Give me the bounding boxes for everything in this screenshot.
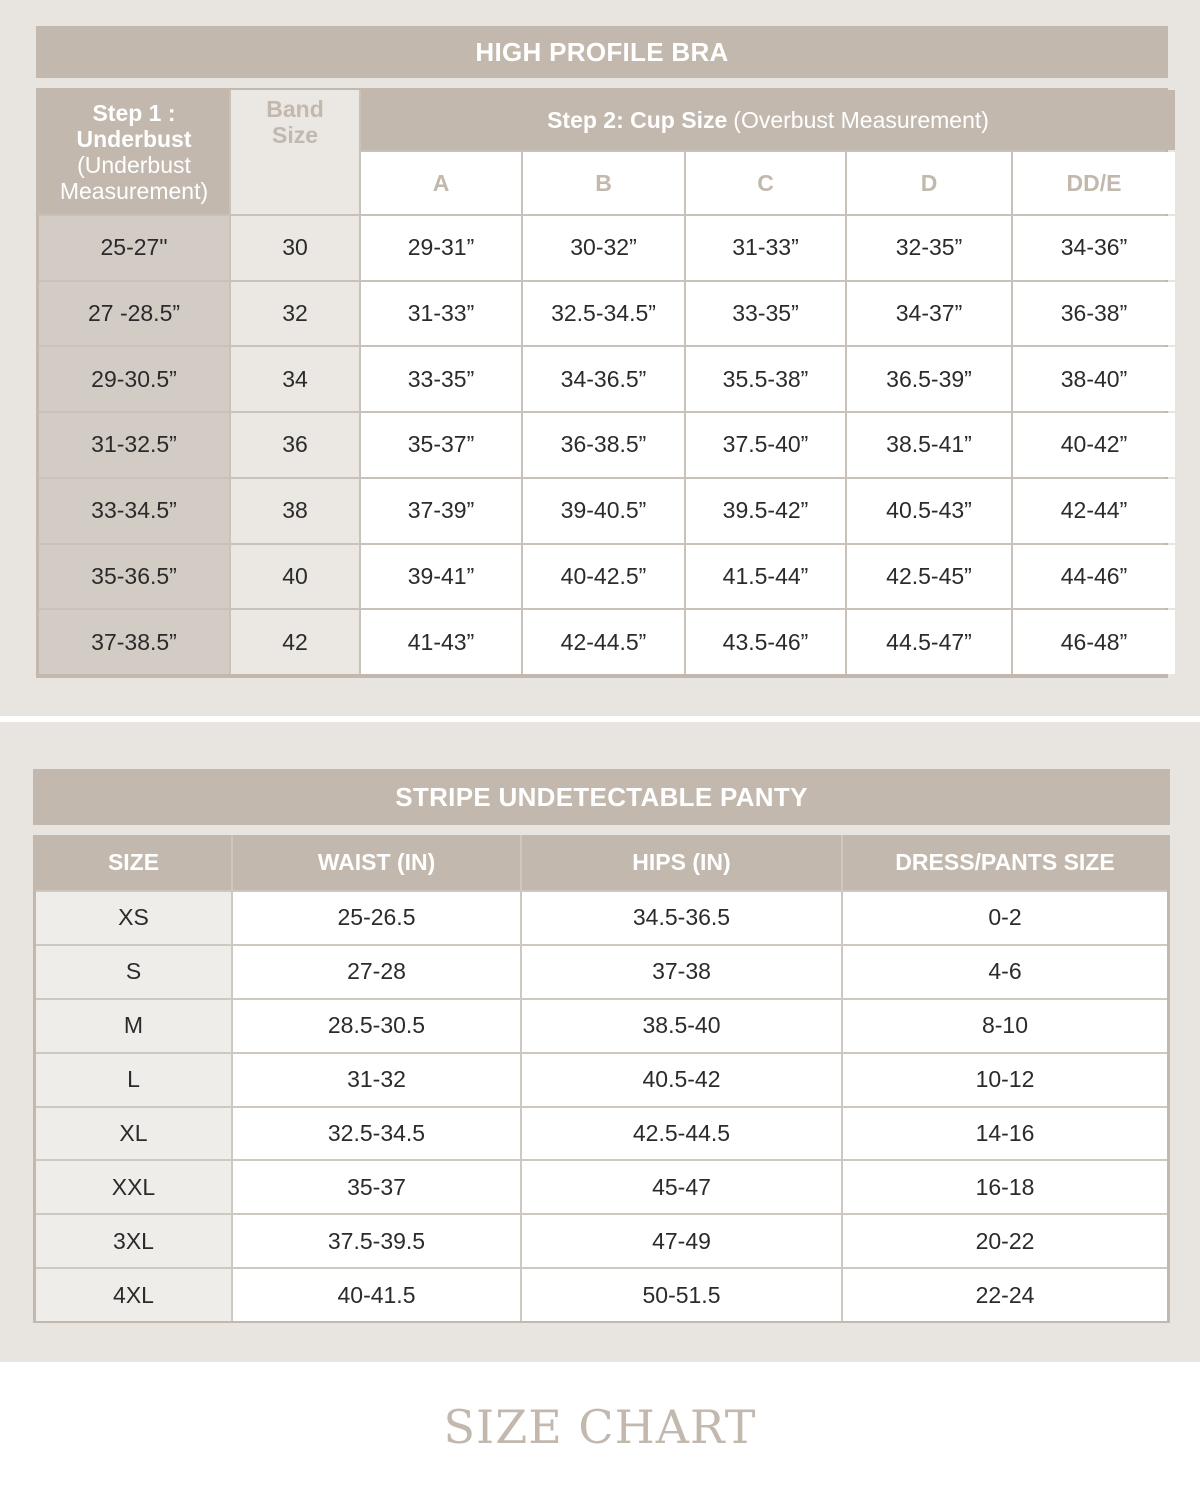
band-cell: 36 <box>231 413 359 477</box>
cup-value-cell: 31-33” <box>686 216 845 280</box>
size-cell: L <box>36 1054 231 1106</box>
cup-value-cell: 34-36.5” <box>523 347 684 411</box>
hips-cell: 50-51.5 <box>522 1269 841 1321</box>
cup-header-dde: DD/E <box>1013 152 1175 214</box>
dress-size-cell: 16-18 <box>843 1161 1167 1213</box>
cup-value-cell: 33-35” <box>686 282 845 346</box>
cup-value-cell: 42-44” <box>1013 479 1175 543</box>
hips-cell: 37-38 <box>522 946 841 998</box>
waist-cell: 37.5-39.5 <box>233 1215 520 1267</box>
band-cell: 40 <box>231 545 359 609</box>
cup-value-cell: 39-40.5” <box>523 479 684 543</box>
step1-header <box>39 90 229 214</box>
waist-cell: 32.5-34.5 <box>233 1108 520 1160</box>
cup-value-cell: 36-38” <box>1013 282 1175 346</box>
size-cell: XS <box>36 892 231 944</box>
band-size-header <box>231 90 359 214</box>
hips-cell: 38.5-40 <box>522 1000 841 1052</box>
size-cell: 3XL <box>36 1215 231 1267</box>
band-cell: 30 <box>231 216 359 280</box>
dress-size-column-header: DRESS/PANTS SIZE <box>843 835 1167 890</box>
step2-sublabel: (Overbust Measurement) <box>733 106 989 133</box>
hips-cell: 40.5-42 <box>522 1054 841 1106</box>
bra-title-gap <box>36 78 1168 88</box>
bra-size-table <box>36 26 1168 678</box>
panty-table-title: STRIPE UNDETECTABLE PANTY <box>395 781 808 812</box>
band-cell: 32 <box>231 282 359 346</box>
cup-value-cell: 41-43” <box>361 610 521 674</box>
waist-cell: 25-26.5 <box>233 892 520 944</box>
step1-underbust-label: Underbust <box>76 126 192 152</box>
cup-value-cell: 36.5-39” <box>847 347 1011 411</box>
cup-value-cell: 37-39” <box>361 479 521 543</box>
panty-title-gap <box>33 825 1170 835</box>
cup-value-cell: 39.5-42” <box>686 479 845 543</box>
cup-value-cell: 44-46” <box>1013 545 1175 609</box>
cup-value-cell: 34-36” <box>1013 216 1175 280</box>
size-cell: S <box>36 946 231 998</box>
dress-size-cell: 0-2 <box>843 892 1167 944</box>
waist-cell: 35-37 <box>233 1161 520 1213</box>
dress-size-cell: 10-12 <box>843 1054 1167 1106</box>
band-cell: 34 <box>231 347 359 411</box>
cup-value-cell: 37.5-40” <box>686 413 845 477</box>
hips-cell: 42.5-44.5 <box>522 1108 841 1160</box>
cup-value-cell: 36-38.5” <box>523 413 684 477</box>
size-chart-title: SIZE CHART <box>443 1400 757 1454</box>
size-cell: M <box>36 1000 231 1052</box>
hips-cell: 34.5-36.5 <box>522 892 841 944</box>
band-label: Band <box>266 96 324 122</box>
size-cell: 4XL <box>36 1269 231 1321</box>
waist-cell: 31-32 <box>233 1054 520 1106</box>
cup-value-cell: 34-37” <box>847 282 1011 346</box>
cup-value-cell: 39-41” <box>361 545 521 609</box>
waist-cell: 28.5-30.5 <box>233 1000 520 1052</box>
cup-value-cell: 38-40” <box>1013 347 1175 411</box>
bra-grid <box>39 90 1165 674</box>
cup-value-cell: 32-35” <box>847 216 1011 280</box>
waist-cell: 40-41.5 <box>233 1269 520 1321</box>
cup-header-a: A <box>361 152 521 214</box>
cup-value-cell: 40-42” <box>1013 413 1175 477</box>
cup-value-cell: 43.5-46” <box>686 610 845 674</box>
cup-value-cell: 29-31” <box>361 216 521 280</box>
cup-value-cell: 35-37” <box>361 413 521 477</box>
band-cell: 38 <box>231 479 359 543</box>
cup-value-cell: 42-44.5” <box>523 610 684 674</box>
band-cell: 42 <box>231 610 359 674</box>
size-column-header: SIZE <box>36 835 231 890</box>
cup-value-cell: 46-48” <box>1013 610 1175 674</box>
cup-value-cell: 32.5-34.5” <box>523 282 684 346</box>
step2-header <box>361 90 1175 150</box>
size-label: Size <box>271 122 319 148</box>
cup-value-cell: 33-35” <box>361 347 521 411</box>
cup-value-cell: 35.5-38” <box>686 347 845 411</box>
cup-value-cell: 31-33” <box>361 282 521 346</box>
panty-grid <box>36 835 1167 1321</box>
size-cell: XL <box>36 1108 231 1160</box>
waist-column-header: WAIST (IN) <box>233 835 520 890</box>
underbust-cell: 33-34.5” <box>39 479 229 543</box>
underbust-cell: 31-32.5” <box>39 413 229 477</box>
dress-size-cell: 14-16 <box>843 1108 1167 1160</box>
underbust-cell: 27 -28.5” <box>39 282 229 346</box>
step2-label: Step 2: Cup Size <box>547 106 728 133</box>
dress-size-cell: 22-24 <box>843 1269 1167 1321</box>
dress-size-cell: 20-22 <box>843 1215 1167 1267</box>
underbust-cell: 29-30.5” <box>39 347 229 411</box>
underbust-cell: 25-27" <box>39 216 229 280</box>
cup-value-cell: 41.5-44” <box>686 545 845 609</box>
cup-value-cell: 40-42.5” <box>523 545 684 609</box>
dress-size-cell: 4-6 <box>843 946 1167 998</box>
step1-sublabel-2: Measurement) <box>59 178 209 204</box>
cup-header-b: B <box>523 152 684 214</box>
step1-label: Step 1 : <box>92 100 176 126</box>
cup-value-cell: 38.5-41” <box>847 413 1011 477</box>
size-cell: XXL <box>36 1161 231 1213</box>
underbust-cell: 35-36.5” <box>39 545 229 609</box>
hips-cell: 47-49 <box>522 1215 841 1267</box>
waist-cell: 27-28 <box>233 946 520 998</box>
dress-size-cell: 8-10 <box>843 1000 1167 1052</box>
step1-sublabel-1: (Underbust <box>77 152 191 178</box>
underbust-cell: 37-38.5” <box>39 610 229 674</box>
cup-header-c: C <box>686 152 845 214</box>
cup-value-cell: 40.5-43” <box>847 479 1011 543</box>
hips-cell: 45-47 <box>522 1161 841 1213</box>
cup-value-cell: 42.5-45” <box>847 545 1011 609</box>
hips-column-header: HIPS (IN) <box>522 835 841 890</box>
cup-value-cell: 30-32” <box>523 216 684 280</box>
panty-size-table <box>33 769 1170 1323</box>
bra-table-title: HIGH PROFILE BRA <box>475 36 729 67</box>
cup-value-cell: 44.5-47” <box>847 610 1011 674</box>
cup-header-d: D <box>847 152 1011 214</box>
